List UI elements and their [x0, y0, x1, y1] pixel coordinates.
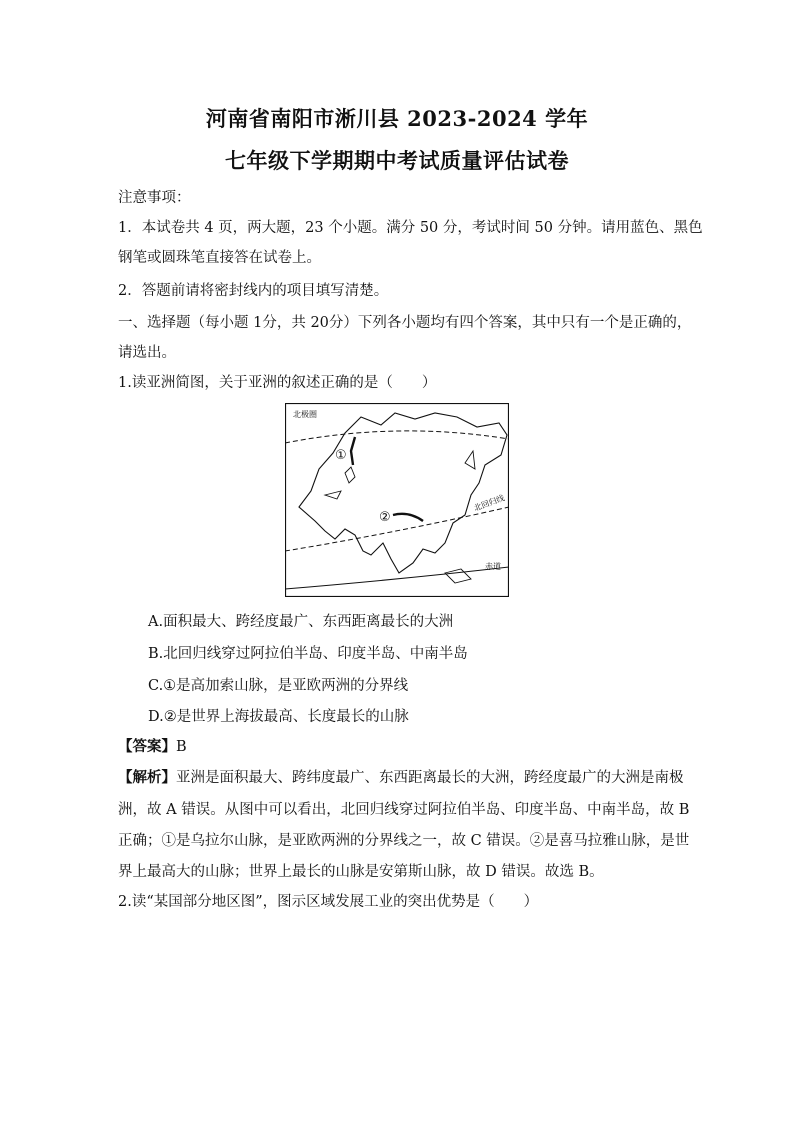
question-2-stem: 2.读“某国部分地区图”，图示区域发展工业的突出优势是（ ）	[118, 894, 539, 910]
section1-intro-line2: 请选出。	[118, 345, 176, 361]
question-1-option-a: A.面积最大、跨经度最广、东西距离最长的大洲	[148, 614, 454, 630]
asia-sketch-map	[285, 403, 509, 597]
marker-1: ①	[335, 448, 347, 463]
notes-heading: 注意事项：	[118, 190, 191, 206]
exam-title-line1: 河南省南阳市淅川县 2023-2024 学年	[205, 106, 589, 131]
question-1-option-c: C.①是高加索山脉，是亚欧两洲的分界线	[148, 678, 409, 694]
analysis-text-1: 亚洲是面积最大、跨纬度最广、东西距离最长的大洲，跨经度最广的大洲是南极	[176, 770, 684, 786]
question-1-answer	[118, 737, 698, 757]
section1-intro-line1: 一、选择题（每小题 1分，共 20分）下列各小题均有四个答案，其中只有一个是正确的，	[118, 315, 692, 331]
question-1-option-d: D.②是世界上海拔最高、长度最长的山脉	[148, 709, 409, 725]
arctic-circle-label: 北极圈	[293, 410, 317, 419]
answer-value: B	[176, 739, 187, 755]
marker-2: ②	[379, 510, 391, 525]
analysis-line-2: 洲，故 A 错误。从图中可以看出，北回归线穿过阿拉伯半岛、印度半岛、中南半岛，故 B	[118, 802, 690, 818]
exam-title-line2: 七年级下学期期中考试质量评估试卷	[225, 148, 569, 173]
answer-tag: 【答案】	[118, 738, 176, 755]
map-frame	[286, 404, 509, 597]
question-1-stem: 1.读亚洲简图，关于亚洲的叙述正确的是（ ）	[118, 375, 437, 391]
note-item-2: 2．答题前请将密封线内的项目填写清楚。	[118, 283, 389, 299]
analysis-line-1	[118, 768, 698, 788]
note-item-1-line1: 1．本试卷共 4 页，两大题，23 个小题。满分 50 分，考试时间 50 分钟。请用蓝色、黑色	[118, 220, 703, 236]
analysis-tag: 【解析】	[118, 769, 176, 786]
analysis-line-3: 正确；①是乌拉尔山脉，是亚欧两洲的分界线之一，故 C 错误。②是喜马拉雅山脉，是世	[118, 833, 690, 849]
equator-label: 赤道	[485, 562, 501, 571]
tropic-label: 北回归线	[472, 493, 506, 513]
analysis-line-4: 界上最高大的山脉；世界上最长的山脉是安第斯山脉，故 D 错误。故选 B。	[118, 864, 604, 880]
question-1-option-b: B.北回归线穿过阿拉伯半岛、印度半岛、中南半岛	[148, 646, 468, 662]
note-item-1-line2: 钢笔或圆珠笔直接答在试卷上。	[118, 250, 321, 266]
